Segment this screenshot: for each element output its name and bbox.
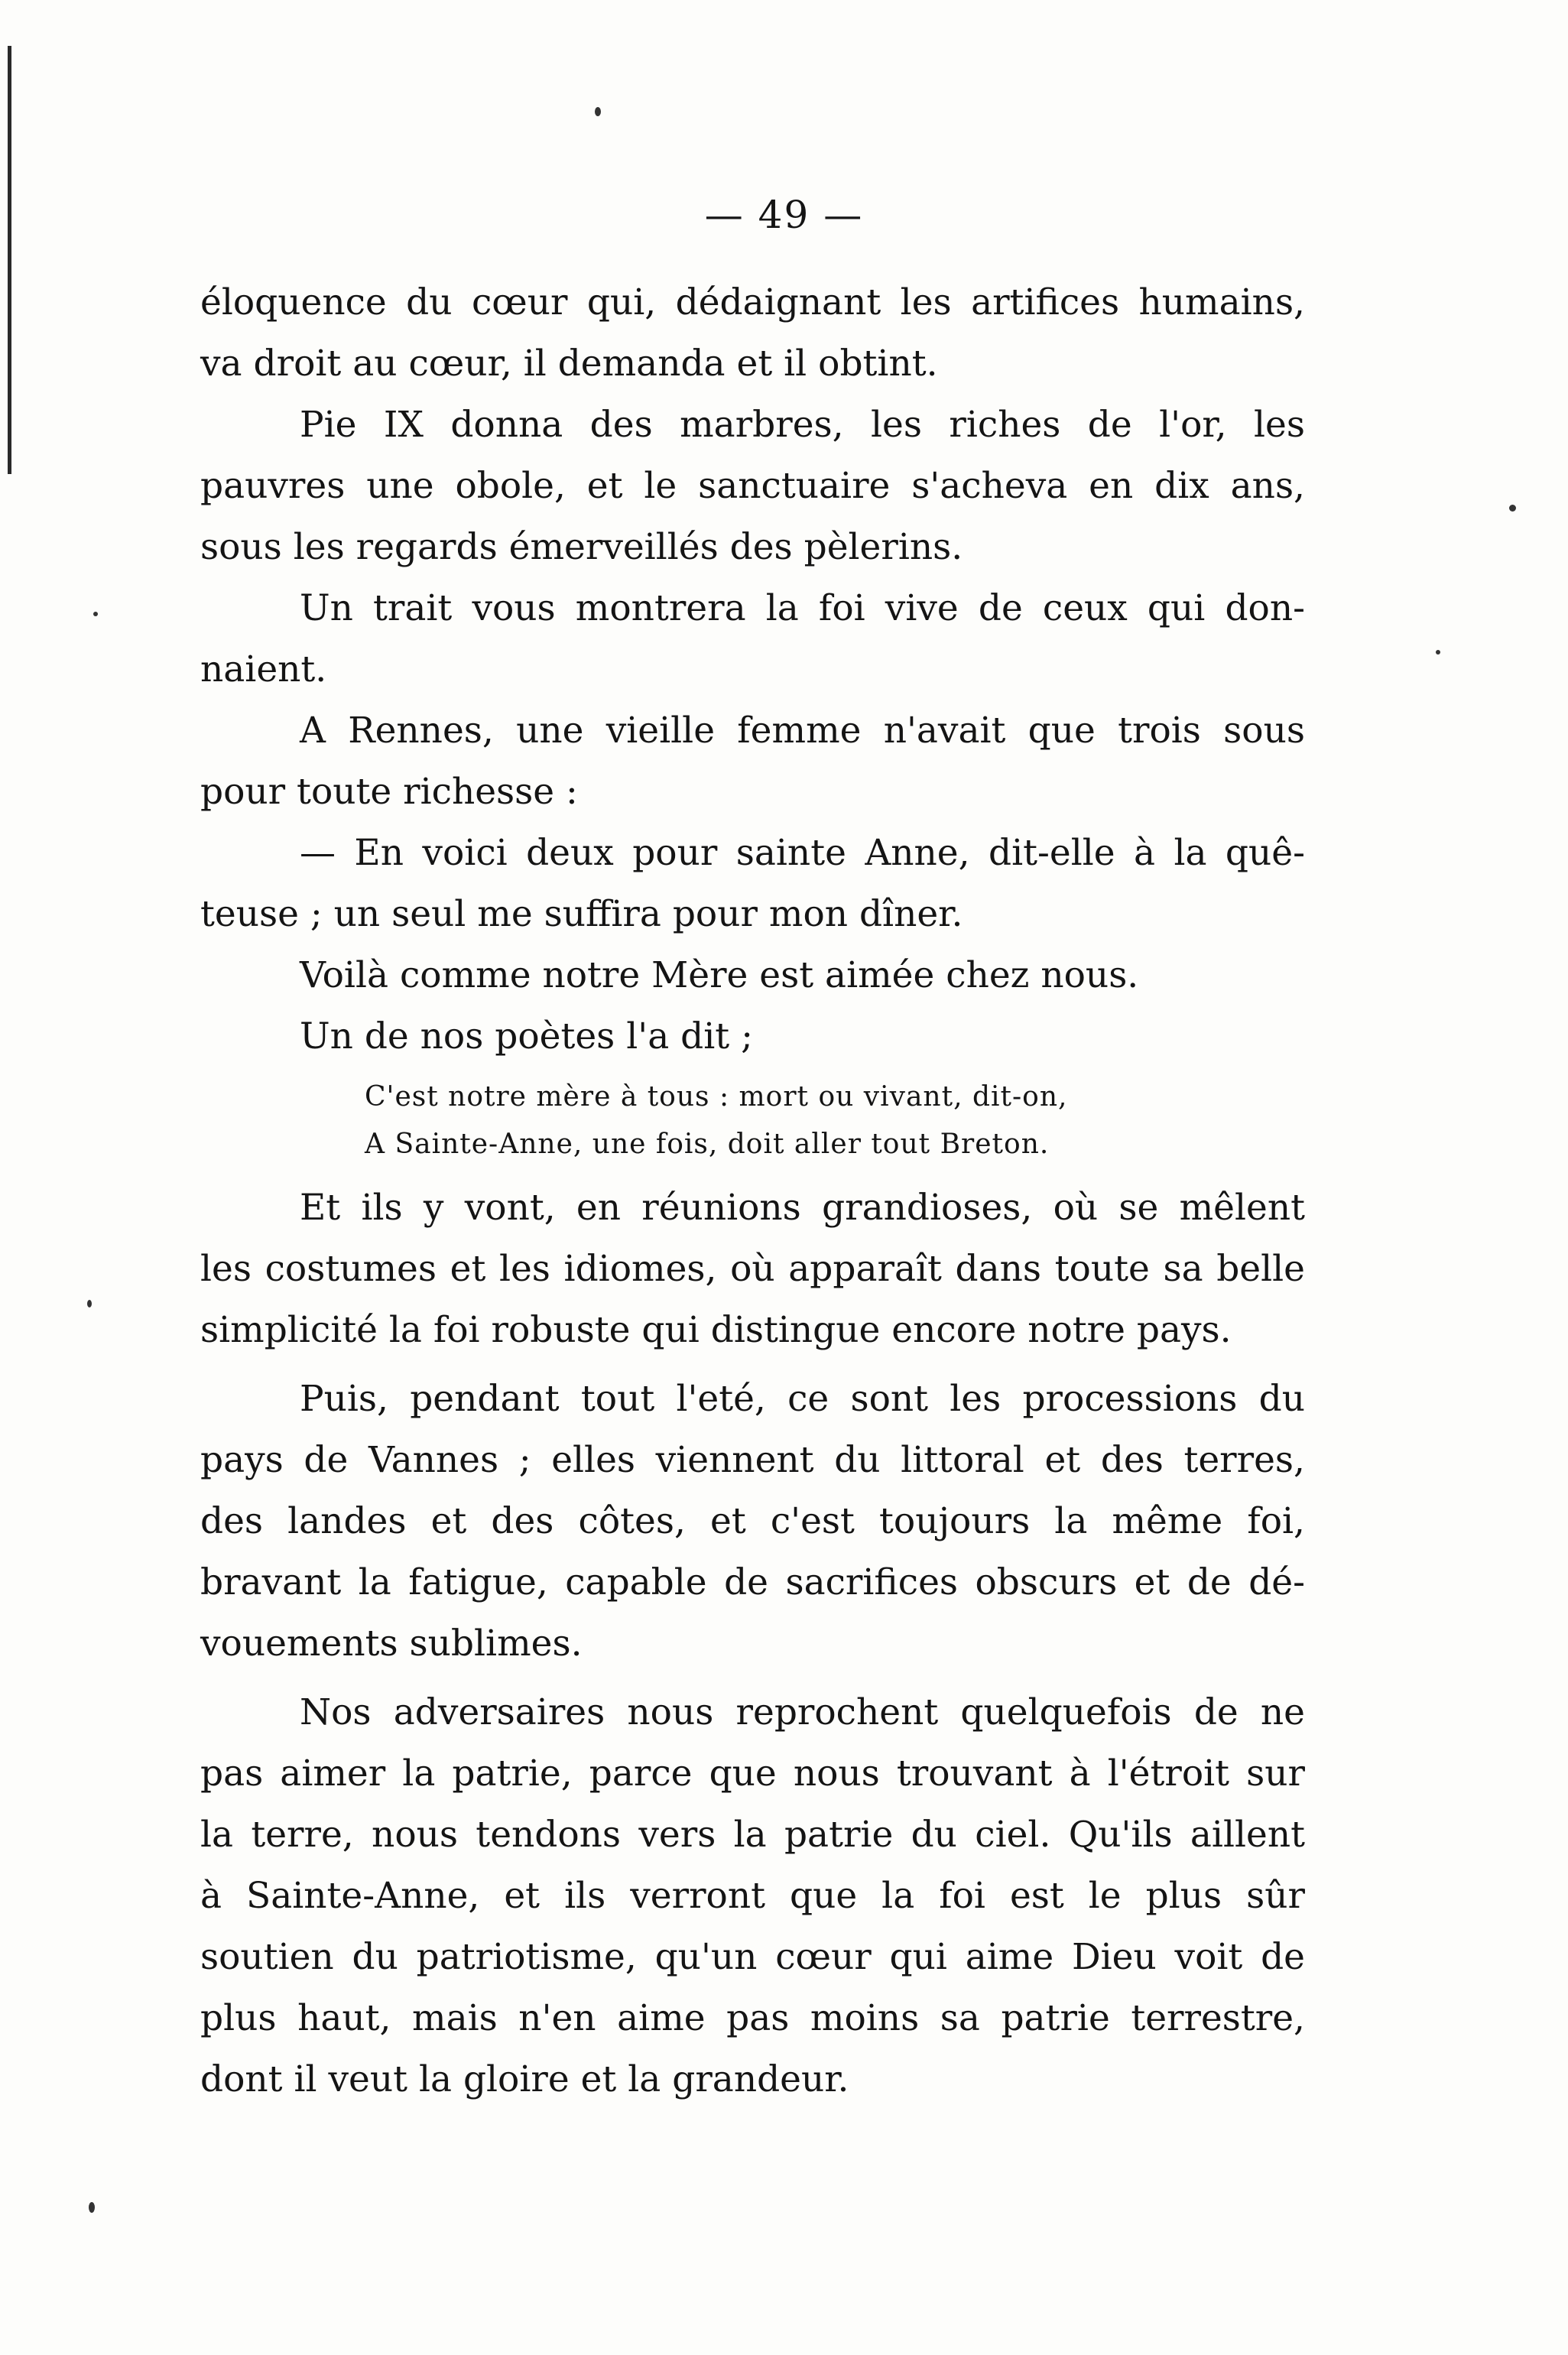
text-line: pauvres une obole, et le sanctuaire s'acheva en dix ans, — [200, 465, 1305, 507]
verse-line: A Sainte-Anne, une fois, doit aller tout Breton. — [365, 1129, 1050, 1160]
page-number: — 49 — — [704, 193, 864, 237]
speck — [93, 612, 98, 616]
text-line: — En voici deux pour sainte Anne, dit-elle à la quê- — [300, 832, 1305, 874]
text-line: plus haut, mais n'en aime pas moins sa patrie terrestre, — [200, 1997, 1305, 2039]
text-line: Nos adversaires nous reprochent quelquefois de ne — [300, 1691, 1305, 1733]
text-line: Un trait vous montrera la foi vive de ceux qui don- — [300, 587, 1305, 629]
speck — [1436, 650, 1440, 655]
text-line: pour toute richesse : — [200, 771, 578, 813]
text-line: teuse ; un seul me suffira pour mon dîner. — [200, 893, 963, 935]
text-line: les costumes et les idiomes, où apparaît dans toute sa belle — [200, 1248, 1305, 1290]
text-line: naient. — [200, 648, 327, 690]
speck — [595, 107, 601, 116]
text-line: des landes et des côtes, et c'est toujours la même foi, — [200, 1500, 1305, 1542]
text-line: Puis, pendant tout l'eté, ce sont les processions du — [300, 1378, 1305, 1420]
text-line: vouements sublimes. — [200, 1623, 583, 1665]
text-line: simplicité la foi robuste qui distingue encore notre pays. — [200, 1309, 1232, 1351]
text-line: A Rennes, une vieille femme n'avait que trois sous — [300, 710, 1305, 752]
text-line: pas aimer la patrie, parce que nous trouvant à l'étroit sur — [200, 1752, 1305, 1795]
text-line: éloquence du cœur qui, dédaignant les artifices humains, — [200, 281, 1305, 323]
text-line: Voilà comme notre Mère est aimée chez nous. — [300, 954, 1139, 996]
speck — [89, 2202, 95, 2213]
body-text — [200, 272, 1305, 2110]
text-line: bravant la fatigue, capable de sacrifices obscurs et de dé- — [200, 1561, 1305, 1603]
text-line: dont il veut la gloire et la grandeur. — [200, 2058, 849, 2100]
verse-line: C'est notre mère à tous : mort ou vivant, dit-on, — [365, 1081, 1068, 1113]
text-line: à Sainte-Anne, et ils verront que la foi est le plus sûr — [200, 1875, 1305, 1917]
page-edge-shadow — [8, 46, 11, 474]
text-line: sous les regards émerveillés des pèlerins. — [200, 526, 963, 568]
speck — [87, 1300, 92, 1307]
speck — [1509, 505, 1516, 512]
text-line: Un de nos poètes l'a dit ; — [300, 1015, 753, 1057]
text-line: la terre, nous tendons vers la patrie du ciel. Qu'ils aillent — [200, 1814, 1305, 1856]
text-line: Et ils y vont, en réunions grandioses, où se mêlent — [300, 1187, 1305, 1229]
text-line: Pie IX donna des marbres, les riches de l'or, les — [300, 404, 1305, 446]
text-line: pays de Vannes ; elles viennent du littoral et des terres, — [200, 1439, 1305, 1481]
text-line: va droit au cœur, il demanda et il obtint. — [200, 343, 938, 385]
text-line: soutien du patriotisme, qu'un cœur qui aime Dieu voit de — [200, 1936, 1305, 1978]
